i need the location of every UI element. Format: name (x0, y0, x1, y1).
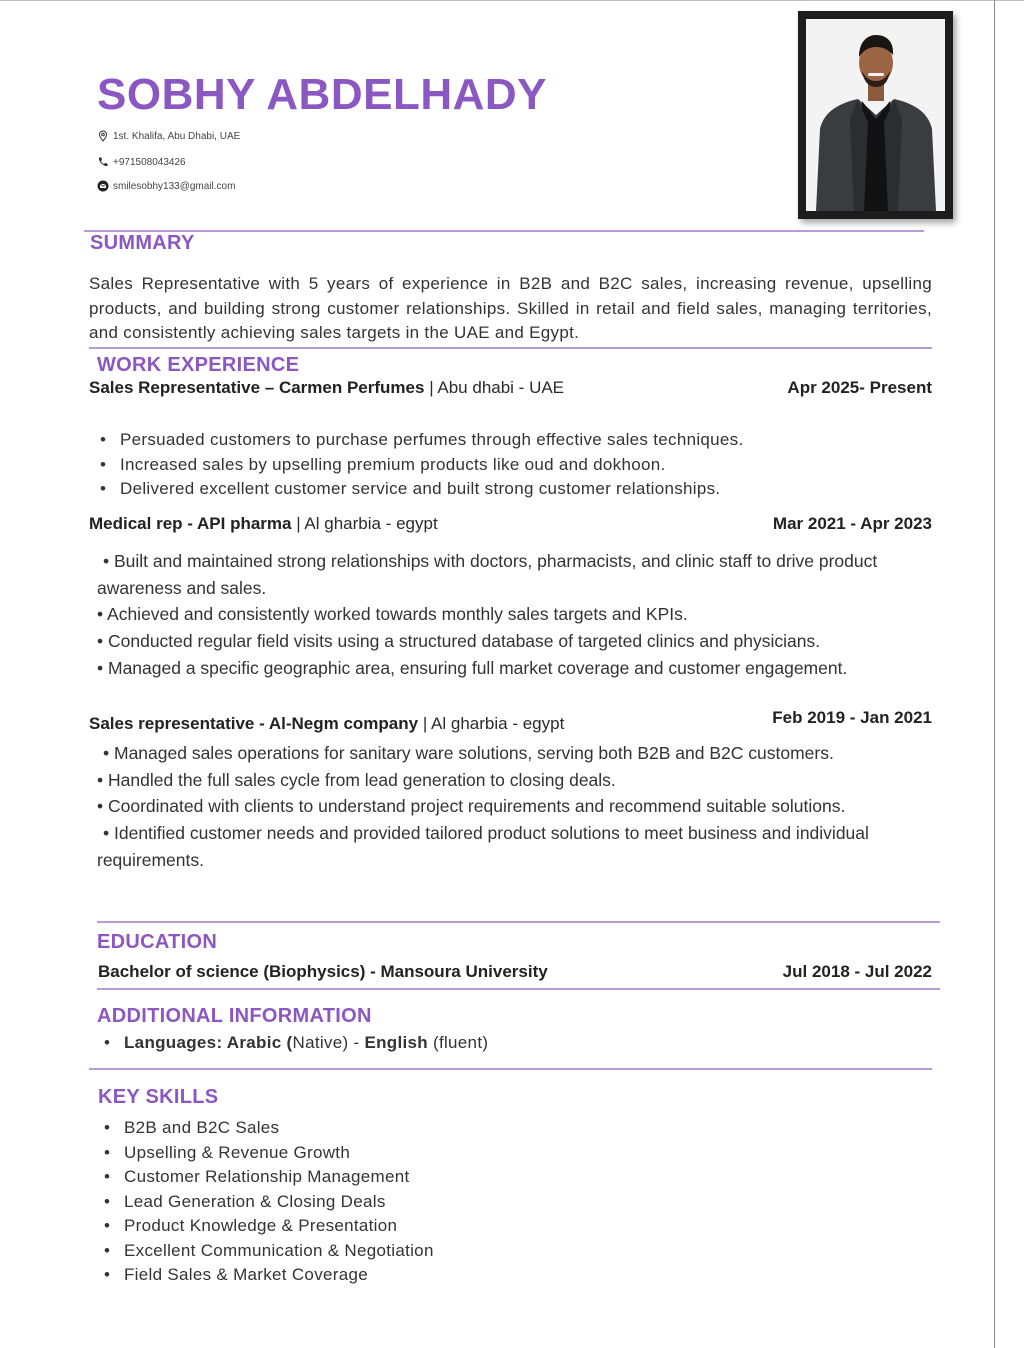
job-2-dates: Mar 2021 - Apr 2023 (772, 514, 932, 533)
languages-fluent: (fluent) (427, 1033, 489, 1052)
job-1-dates: Apr 2025- Present (787, 378, 932, 397)
person-portrait-icon (806, 19, 945, 211)
divider-header (84, 230, 924, 232)
list-item: • B2B and B2C Sales (100, 1116, 434, 1141)
contact-address (97, 130, 240, 142)
list-item: • Identified customer needs and provided tailored product solutions to meet business and individual requirements. (97, 823, 869, 870)
list-item: • Managed sales operations for sanitary ware solutions, serving both B2B and B2C customers. (103, 743, 834, 763)
summary-text: Sales Representative with 5 years of experience in B2B and B2C sales, increasing revenue, upselling products, and building strong customer relationships. Skilled in retail and field sales, managing territories, and consistently achieving sales targets in the UAE and Egypt. (89, 274, 932, 342)
job-2-header (89, 514, 438, 534)
education-heading: EDUCATION (97, 931, 218, 953)
profile-photo (806, 19, 945, 211)
list-item: • Handled the full sales cycle from lead generation to closing deals. (97, 769, 616, 790)
address-text: 1st. Khalifa, Abu Dhabi, UAE (113, 130, 241, 142)
divider-education (97, 988, 940, 990)
job-3-bullet-list (97, 740, 927, 874)
key-skills-list (100, 1116, 434, 1288)
key-skills-heading: KEY SKILLS (98, 1086, 219, 1108)
education-dates: Jul 2018 - Jul 2022 (782, 962, 932, 981)
list-item: • Achieved and consistently worked towards monthly sales targets and KPIs. (97, 604, 688, 625)
list-item: • Built and maintained strong relationships with doctors, pharmacists, and clinic staff to drive product awareness and sales. (97, 551, 878, 598)
languages-item (100, 1031, 488, 1056)
languages-native: Native) - (292, 1033, 365, 1052)
divider-work (97, 921, 940, 923)
job-1-bullet-list (96, 428, 744, 502)
job-separator: | (296, 514, 305, 533)
page-right-border (994, 0, 995, 1348)
profile-photo-frame (798, 11, 953, 219)
phone-text[interactable]: +971508043426 (113, 156, 186, 168)
list-item: • Upselling & Revenue Growth (100, 1141, 434, 1166)
list-item: • Delivered excellent customer service and built strong customer relationships. (96, 477, 744, 502)
divider-additional (89, 1068, 932, 1070)
additional-info-list (100, 1031, 488, 1056)
phone-icon (97, 156, 109, 168)
email-icon (97, 180, 109, 192)
list-item: • Coordinated with clients to understand project requirements and recommend suitable solutions. (97, 796, 846, 817)
additional-info-heading: ADDITIONAL INFORMATION (97, 1005, 372, 1027)
job-separator: | (422, 714, 432, 733)
email-text[interactable]: smilesobhy133@gmail.com (113, 180, 236, 192)
list-item: • Product Knowledge & Presentation (100, 1214, 434, 1239)
job-1-header (89, 378, 564, 398)
languages-english: English (364, 1033, 428, 1052)
list-item: • Increased sales by upselling premium products like oud and dokhoon. (96, 453, 744, 478)
list-item: • Lead Generation & Closing Deals (100, 1190, 434, 1215)
job-3-dates: Feb 2019 - Jan 2021 (772, 708, 932, 727)
divider-summary (89, 347, 932, 349)
job-3-role: Sales representative - Al-Negm company (89, 714, 419, 733)
job-separator: | (429, 378, 438, 397)
job-2-role: Medical rep - API pharma (89, 514, 292, 533)
list-item: • Customer Relationship Management (100, 1165, 434, 1190)
contact-email (97, 180, 235, 192)
candidate-name: SOBHY ABDELHADY (97, 70, 547, 119)
page-top-border (0, 0, 1024, 1)
job-2-bullet-list (97, 548, 927, 682)
list-item: • Persuaded customers to purchase perfumes through effective sales techniques. (96, 428, 744, 453)
job-1-location: Abu dhabi - UAE (437, 378, 565, 397)
work-experience-heading: WORK EXPERIENCE (97, 354, 300, 376)
job-1-role: Sales Representative – Carmen Perfumes (89, 378, 425, 397)
list-item: • Conducted regular field visits using a structured database of targeted clinics and physicians. (97, 631, 821, 652)
summary-heading: SUMMARY (90, 232, 195, 254)
list-item: • Managed a specific geographic area, ensuring full market coverage and customer engagement. (97, 657, 848, 678)
contact-phone (97, 156, 186, 168)
list-item: • Field Sales & Market Coverage (100, 1263, 434, 1288)
job-2-location: Al gharbia - egypt (304, 514, 438, 533)
education-degree: Bachelor of science (Biophysics) - Mansoura University (98, 962, 548, 981)
job-3-header (89, 714, 564, 734)
languages-label: Languages: Arabic ( (124, 1033, 293, 1052)
list-item: • Excellent Communication & Negotiation (100, 1239, 434, 1264)
job-3-location: Al gharbia - egypt (431, 714, 565, 733)
location-pin-icon (97, 130, 109, 142)
